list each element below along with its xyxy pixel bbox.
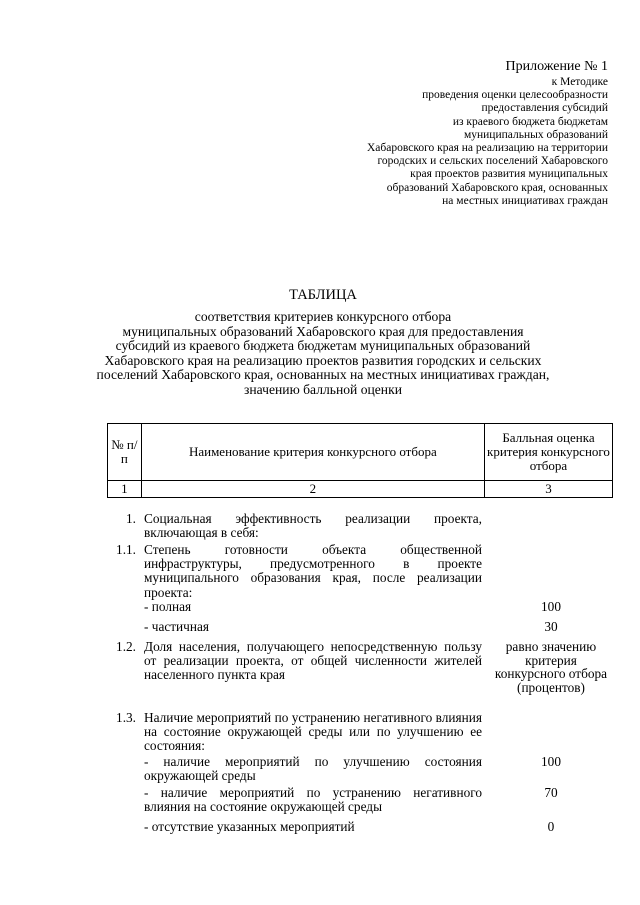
appendix-line: из краевого бюджета бюджетам bbox=[452, 115, 608, 128]
subtitle-line: соответствия критериев конкурсного отбора bbox=[194, 309, 452, 324]
header-criterion: Наименование критерия конкурсного отбора bbox=[141, 424, 484, 481]
row-number: 1.2. bbox=[116, 639, 136, 654]
table-header bbox=[107, 423, 613, 498]
appendix-line: образований Хабаровского края, основанных bbox=[386, 181, 608, 194]
appendix-block bbox=[367, 58, 608, 208]
row-score: 70 bbox=[544, 785, 558, 800]
row-score: равно значению критерия конкурсного отбора (процентов) bbox=[494, 639, 608, 695]
row-criterion: - наличие мероприятий по улучшению состояния окружающей среды bbox=[144, 754, 482, 784]
row-criterion: Наличие мероприятий по устранению негативного влияния на состояние окружающей среды или по улучшению ее состояния: bbox=[144, 710, 482, 754]
header-num: № п/п bbox=[108, 424, 142, 481]
appendix-line: Хабаровского края на реализацию на территории bbox=[367, 142, 608, 155]
row-criterion: - наличие мероприятий по устранению негативного влияния на состояние окружающей среды bbox=[144, 785, 482, 815]
column-number: 1 bbox=[108, 481, 142, 498]
subtitle-line: поселений Хабаровского края, основанных на местных инициативах граждан, bbox=[96, 367, 550, 383]
row-score: 30 bbox=[544, 619, 558, 634]
row-criterion: - частичная bbox=[144, 619, 209, 634]
column-number: 2 bbox=[141, 481, 484, 498]
subtitle-line: муниципальных образований Хабаровского края для предоставления bbox=[122, 323, 524, 339]
row-criterion: - отсутствие указанных мероприятий bbox=[144, 819, 355, 834]
row-number: 1. bbox=[126, 511, 136, 526]
appendix-line: предоставления субсидий bbox=[481, 102, 608, 115]
row-score: 0 bbox=[547, 819, 555, 834]
row-score: 100 bbox=[541, 599, 561, 614]
row-criterion: Социальная эффективность реализации проекта, включающая в себя: bbox=[144, 511, 482, 541]
row-number: 1.1. bbox=[116, 542, 136, 557]
row-score: 100 bbox=[541, 754, 561, 769]
subtitle-line: Хабаровского края на реализацию проектов развития городских и сельских bbox=[104, 352, 542, 368]
subtitle-line: субсидий из краевого бюджета бюджетам муниципальных образований bbox=[115, 338, 531, 354]
row-criterion: - полная bbox=[144, 599, 192, 614]
row-criterion: Доля населения, получающего непосредственную пользу от реализации проекта, от общей численности жителей населенного пункта края bbox=[144, 639, 482, 683]
appendix-line: к Методике bbox=[551, 76, 608, 88]
column-number: 3 bbox=[484, 481, 612, 498]
document-title: ТАБЛИЦА bbox=[289, 287, 357, 303]
appendix-line: муниципальных образований bbox=[463, 128, 608, 141]
appendix-line: края проектов развития муниципальных bbox=[410, 168, 608, 181]
header-score: Балльная оценка критерия конкурсного отбора bbox=[484, 424, 612, 481]
document-subtitle bbox=[60, 310, 586, 398]
appendix-line: городских и сельских поселений Хабаровского bbox=[377, 155, 608, 168]
row-number: 1.3. bbox=[116, 710, 136, 725]
subtitle-line: значению балльной оценки bbox=[244, 381, 402, 397]
appendix-line: на местных инициативах граждан bbox=[442, 194, 608, 207]
row-criterion: Степень готовности объекта общественной инфраструктуры, предусмотренного в проекте муниципального образования края, после реализации проекта: bbox=[144, 542, 482, 600]
appendix-heading: Приложение № 1 bbox=[505, 59, 608, 74]
appendix-line: проведения оценки целесообразности bbox=[422, 89, 608, 102]
